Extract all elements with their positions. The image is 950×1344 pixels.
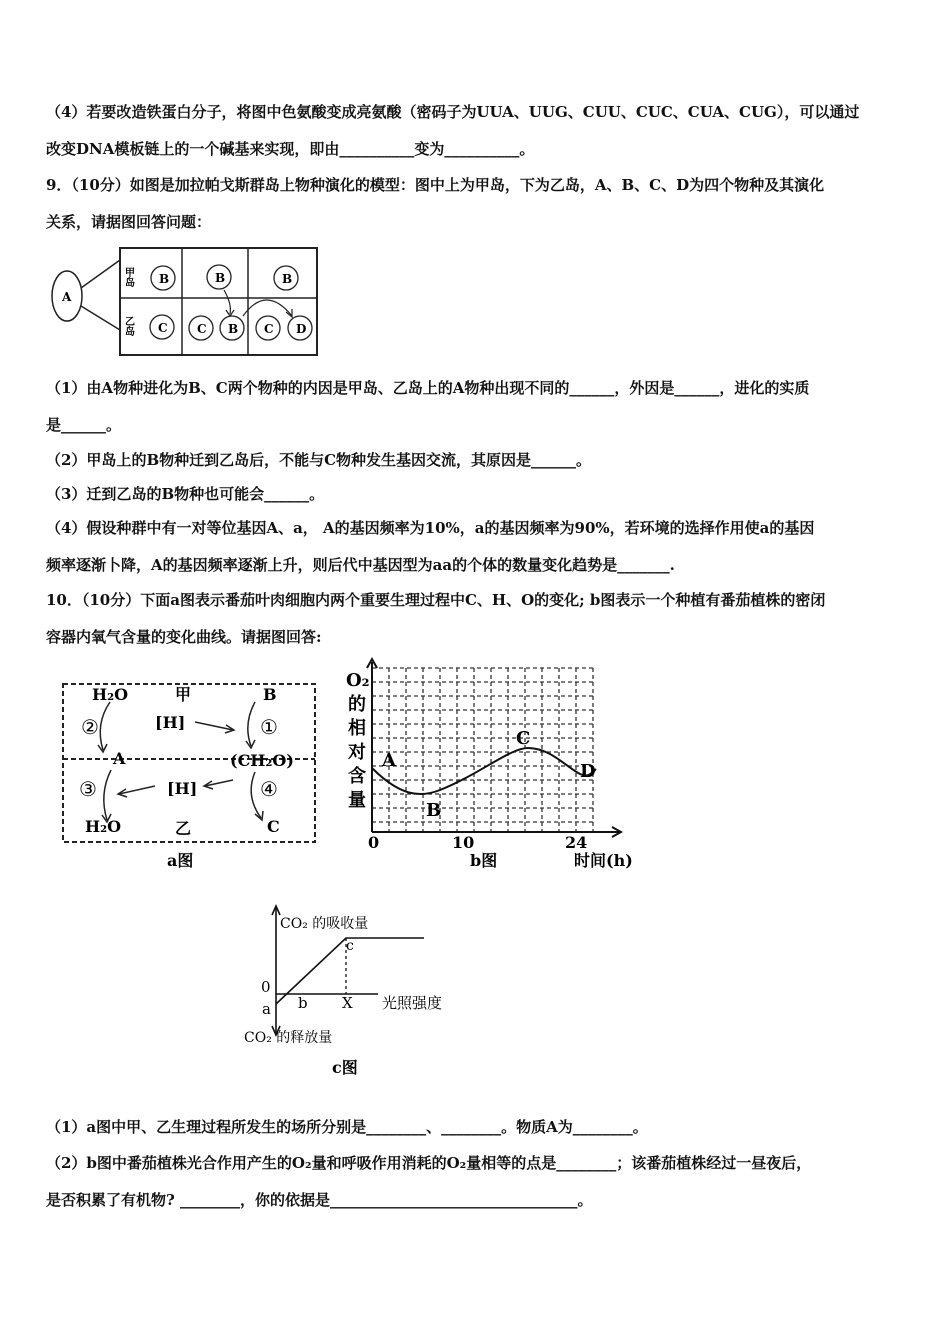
q9-part4-line2: 频率逐渐卜降，A的基因频率逐渐上升，则后代中基因型为aa的个体的数量变化趋势是_______. xyxy=(46,556,675,574)
q9-stem-line2: 关系，请据图回答问题： xyxy=(46,213,212,231)
species-c-label: C xyxy=(197,322,207,336)
step-1-marker: ① xyxy=(260,715,278,739)
c-label: C xyxy=(267,817,280,836)
h-bottom-label: [H] xyxy=(167,779,198,798)
point-b-label: B xyxy=(426,800,442,821)
island-grid xyxy=(120,248,317,355)
co2-release-label: CO₂ 的释放量 xyxy=(244,1030,333,1046)
h-top-label: [H] xyxy=(155,713,186,732)
y-label-char: 量 xyxy=(348,790,366,811)
q10-stem-line2: 容器内氧气含量的变化曲线。请据图回答: xyxy=(46,628,322,646)
q9-part1-line1: （1）由A物种进化为B、C两个物种的内因是甲岛、乙岛上的A物种出现不同的______，外因是______，进化的实质 xyxy=(46,379,810,397)
point-b-label: b xyxy=(298,994,308,1012)
bottom-row-species xyxy=(150,315,312,340)
zero-label: 0 xyxy=(261,978,271,996)
h2o-top-label: H₂O xyxy=(92,685,129,704)
q10-stem-line1: 10．（10分）下面a图表示番茄叶肉细胞内两个重要生理过程中C、H、O的变化; b图表示一个种植有番茄植株的密闭 xyxy=(46,591,826,609)
branch-to-bottom-island xyxy=(81,306,120,330)
y-axis-label xyxy=(346,670,370,811)
arrow-a-to-h2o xyxy=(104,770,111,820)
island-top-label: 甲岛 xyxy=(122,267,134,287)
y-label-char: O₂ xyxy=(346,670,370,691)
tick-10-label: 10 xyxy=(452,833,475,852)
point-c-label: C xyxy=(516,728,531,749)
species-b-label: B xyxy=(228,322,239,336)
q9-part2: （2）甲岛上的B物种迁到乙岛后，不能与C物种发生基因交流，其原因是______。 xyxy=(46,451,592,469)
jia-label: 甲 xyxy=(175,685,192,704)
q10-part1: （1）a图中甲、乙生理过程所发生的场所分别是________、________。物质A为________。 xyxy=(46,1118,648,1136)
figure-b-grid xyxy=(372,668,593,832)
step-2-marker: ② xyxy=(81,715,99,739)
y-label-char: 的 xyxy=(348,694,366,715)
q9-part4-line1: （4）假设种群中有一对等位基因A、a， A的基因频率为10%，a的基因频率为90%，若环境的选择作用使a的基因 xyxy=(46,519,815,537)
b-label: B xyxy=(263,685,277,704)
species-d-label: D xyxy=(296,322,307,336)
top-row-species xyxy=(151,265,298,290)
evolution-arrow xyxy=(243,300,292,316)
q8-part4-line1: （4）若要改造铁蛋白分子，将图中色氨酸变成亮氨酸（密码子为UUA、UUG、CUU、CUC、CUA、CUG），可以通过 xyxy=(46,103,860,121)
x-axis-label: 时间(h) xyxy=(574,851,633,870)
species-a-label: A xyxy=(62,290,72,304)
yi-label: 乙 xyxy=(175,819,192,838)
point-x-label: X xyxy=(342,994,353,1012)
y-label-char: 对 xyxy=(348,742,366,763)
q9-stem-line1: 9．（10分）如图是加拉帕戈斯群岛上物种演化的模型：图中上为甲岛，下为乙岛，A、B、C、D为四个物种及其演化 xyxy=(46,176,825,194)
q10-figure-b xyxy=(340,656,660,878)
point-c-label: c xyxy=(346,938,354,954)
q9-evolution-figure xyxy=(46,244,326,360)
species-b-label: B xyxy=(159,272,170,286)
migration-arrow xyxy=(224,290,230,314)
figure-c-caption: c图 xyxy=(332,1058,358,1077)
species-c-label: C xyxy=(158,321,168,335)
q10-figure-c xyxy=(236,898,476,1078)
species-b-label: B xyxy=(282,272,293,286)
tick-24-label: 24 xyxy=(565,833,588,852)
species-c-label: C xyxy=(264,322,274,336)
point-d-label: D xyxy=(580,761,596,782)
figure-b-caption: b图 xyxy=(470,851,498,870)
q10-figure-a xyxy=(55,676,325,876)
y-label-char: 相 xyxy=(348,718,366,739)
co2-uptake-label: CO₂ 的吸收量 xyxy=(280,916,369,932)
step-4-marker: ④ xyxy=(260,777,278,801)
figure-a-caption: a图 xyxy=(167,851,194,870)
origin-label: 0 xyxy=(368,833,380,852)
island-bottom-label: 乙岛 xyxy=(122,316,134,336)
species-b-label: B xyxy=(215,271,226,285)
x-axis-label: 光照强度 xyxy=(382,994,443,1012)
q9-part1-line2: 是______。 xyxy=(46,416,122,434)
q8-part4-line2: 改变DNA模板链上的一个碱基来实现，即由__________变为__________。 xyxy=(46,140,535,158)
a-label: A xyxy=(113,749,126,768)
point-a-label: a xyxy=(262,1000,271,1018)
q9-part3: （3）迁到乙岛的B物种也可能会______。 xyxy=(46,485,325,503)
q10-part2-line2: 是否积累了有机物? ________，你的依据是_________________________________。 xyxy=(46,1191,593,1209)
arrow-h2o-to-a xyxy=(100,702,110,750)
h2o-bottom-label: H₂O xyxy=(85,817,122,836)
arrow-b-to-ch2o xyxy=(248,702,255,746)
y-label-char: 含 xyxy=(348,766,366,787)
branch-to-top-island xyxy=(81,260,120,288)
ch2o-label: (CH₂O) xyxy=(230,751,294,770)
q10-part2-line1: （2）b图中番茄植株光合作用产生的O₂量和呼吸作用消耗的O₂量相等的点是________；该番茄植株经过一昼夜后， xyxy=(46,1154,812,1172)
step-3-marker: ③ xyxy=(79,777,97,801)
point-a-label: A xyxy=(382,750,396,771)
